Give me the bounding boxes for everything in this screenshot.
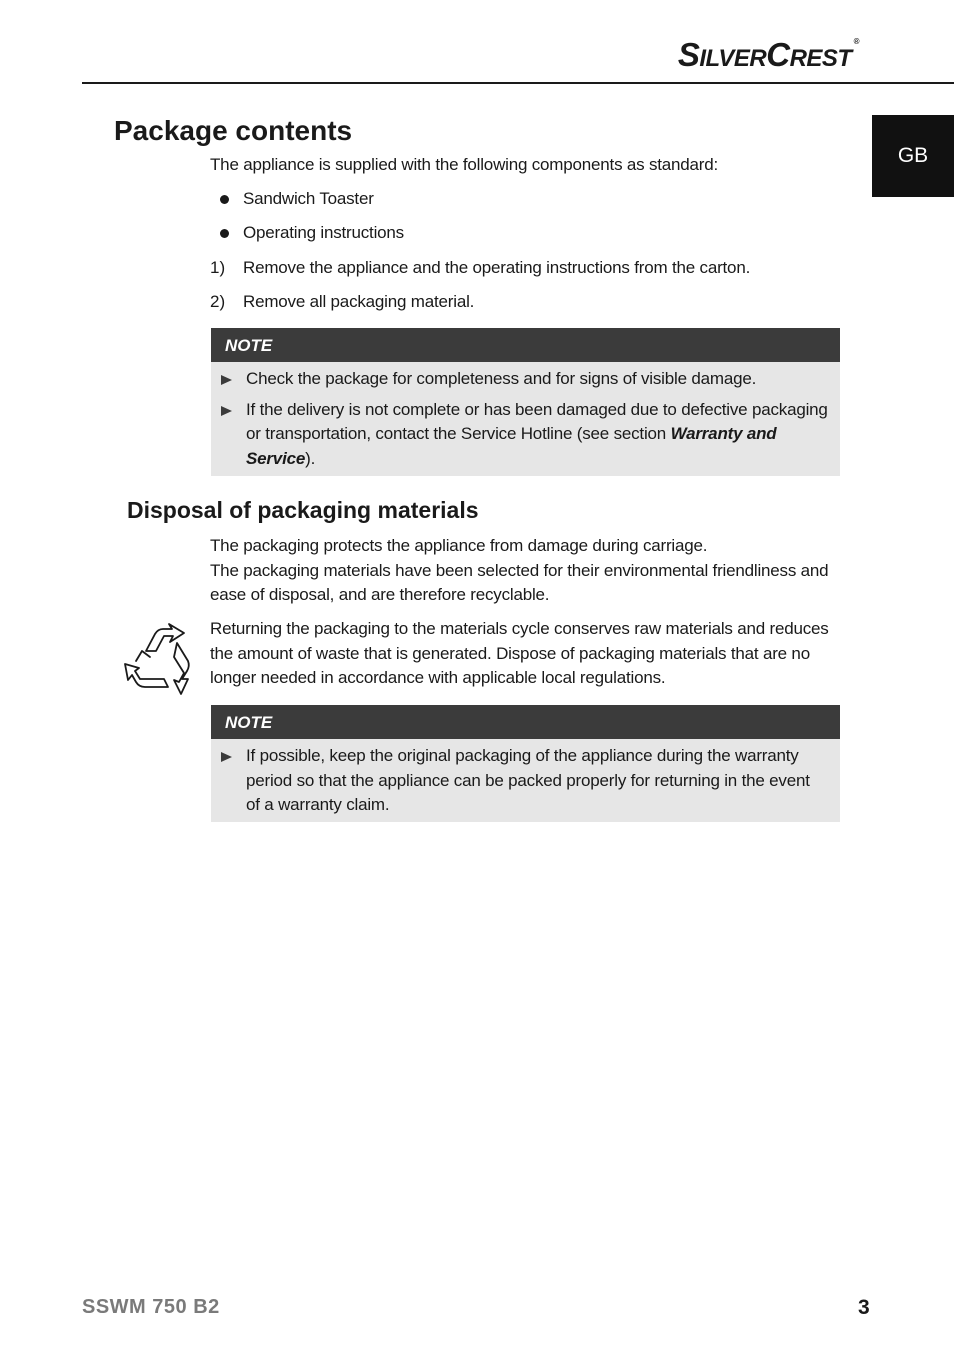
step-text-1: Remove the appliance and the operating instructions from the carton. [243, 258, 751, 277]
note-item [211, 744, 840, 818]
note-item-text: Check the package for completeness and for signs of visible damage. [246, 369, 757, 388]
package-intro: The appliance is supplied with the following components as standard: [210, 155, 719, 174]
registered-mark: ® [853, 37, 859, 46]
recycle-icon [122, 621, 202, 697]
package-item-1: Sandwich Toaster [243, 189, 374, 208]
note-box-2 [211, 705, 840, 822]
language-tab: GB [872, 115, 954, 197]
step-number-1: 1) [210, 258, 226, 277]
section-title-disposal: Disposal of packaging materials [127, 497, 479, 523]
page-number: 3 [858, 1296, 870, 1319]
arrow-right-icon [221, 375, 232, 385]
header-divider [82, 82, 954, 84]
arrow-right-icon [221, 406, 232, 416]
bullet-icon [220, 195, 229, 204]
brand-initial-1: S [677, 36, 700, 73]
note-item [211, 367, 840, 392]
brand-logo [678, 38, 859, 72]
disposal-line-2: The packaging materials have been selected for their environmental friendliness and ease of disposal, and are therefore recyclable. [210, 560, 829, 604]
footer-model-number: SSWM 750 B2 [82, 1296, 220, 1318]
section-reference: Warranty and Service [246, 424, 777, 468]
disposal-paragraph-2: Returning the packaging to the materials cycle conserves raw materials and reduces the amount of waste that is generated. Dispose of packaging materials that are no longer needed in accordance with applicable local regulations. [210, 619, 829, 687]
brand-initial-2: C [766, 36, 790, 73]
bullet-icon [220, 229, 229, 238]
package-item-2: Operating instructions [243, 223, 404, 242]
note-box-1 [211, 328, 840, 476]
brand-rest-1: ILVER [699, 45, 767, 72]
section-title-package-contents: Package contents [114, 115, 353, 146]
step-text-2: Remove all packaging material. [243, 292, 475, 311]
note-item-text: If the delivery is not complete or has been damaged due to defective packaging or transportation, contact the Service Hotline (see section [246, 399, 828, 443]
note-item-end: ). [305, 448, 316, 468]
note-heading: NOTE [211, 705, 840, 739]
disposal-paragraph-1 [210, 534, 835, 608]
step-number-2: 2) [210, 292, 226, 311]
arrow-right-icon [221, 752, 232, 762]
brand-rest-2: REST [789, 45, 852, 72]
note-item-text: If possible, keep the original packaging of the appliance during the warranty period so that the appliance can be packed properly for returning in the event of a warranty claim. [246, 746, 810, 814]
note-heading: NOTE [211, 328, 840, 362]
disposal-line-1: The packaging protects the appliance from damage during carriage. [210, 536, 708, 555]
note-item [211, 398, 840, 472]
